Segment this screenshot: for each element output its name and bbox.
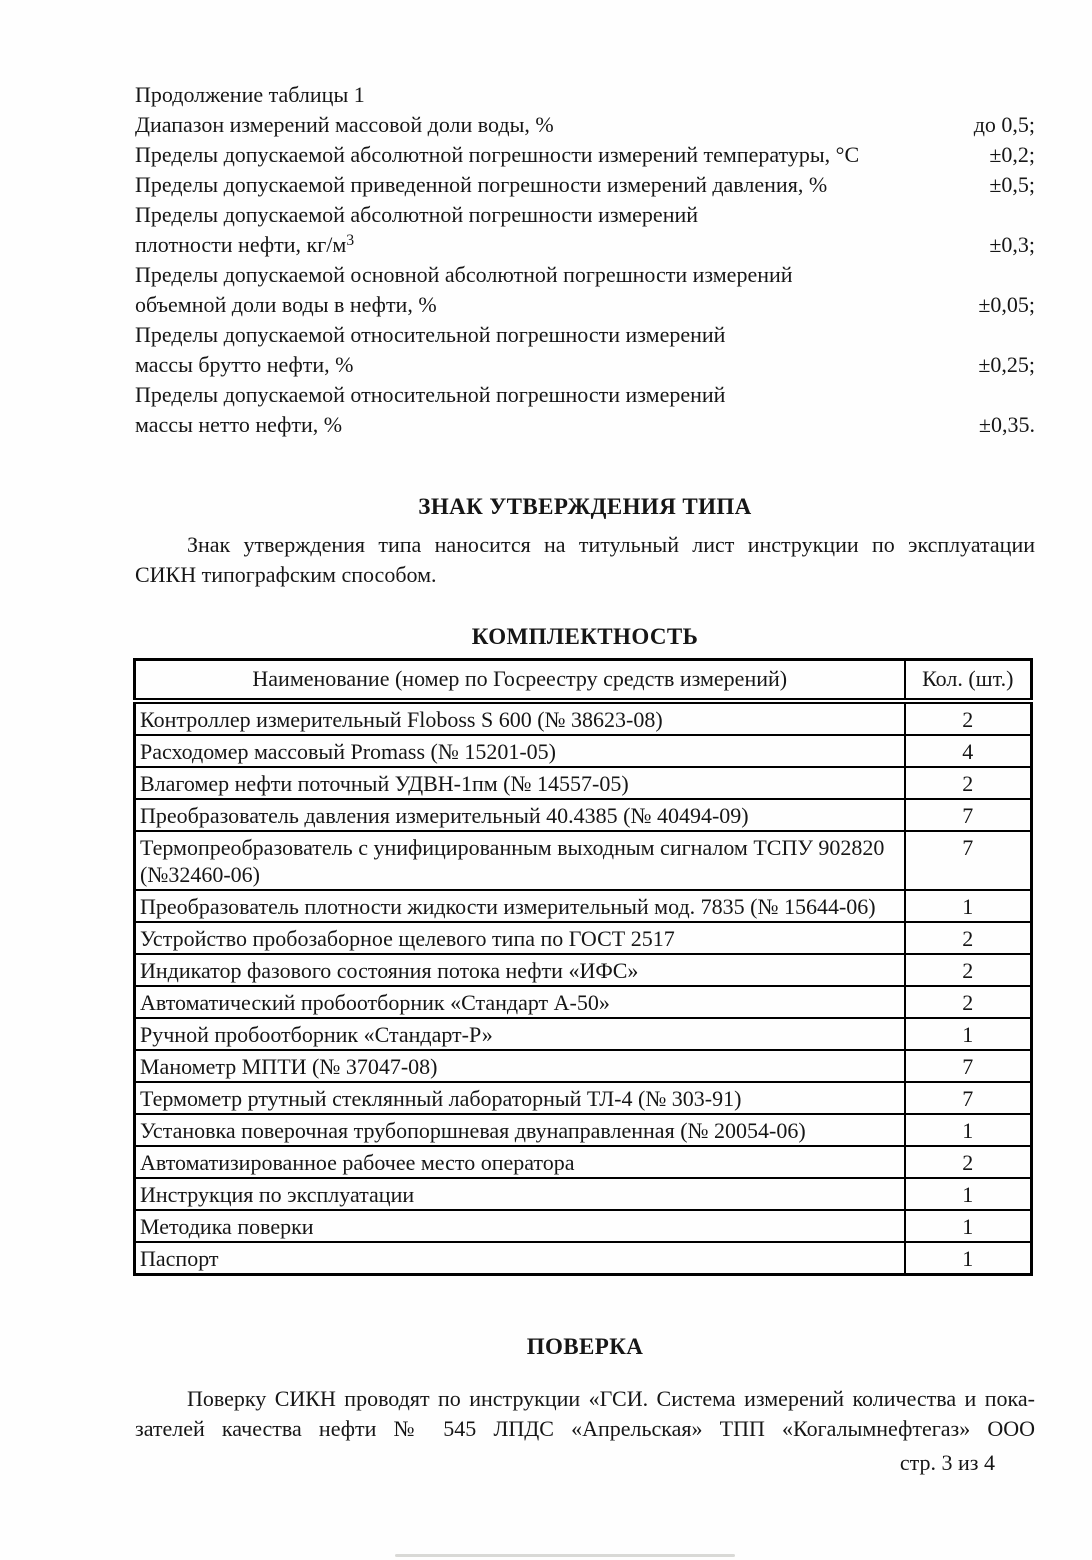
type-approval-paragraph-line1: Знак утверждения типа наносится на титульный лист инструкции по эксплуатации [187,532,1035,557]
equipment-name-cell: Ручной пробоотборник «Стандарт-Р» [135,1018,905,1050]
spec-value: ±0,3; [989,232,1035,257]
verification-paragraph-line1: Поверку СИКН проводят по инструкции «ГСИ. Система измерений количества и пока- [187,1386,1035,1411]
equipment-name-cell: Преобразователь плотности жидкости измерительный мод. 7835 (№ 15644-06) [135,890,905,922]
spec-row [135,170,1035,200]
spec-list [135,110,1035,440]
equipment-name-cell: Автоматический пробоотборник «Стандарт А-50» [135,986,905,1018]
equipment-name-cell: Влагомер нефти поточный УДВН-1пм (№ 14557-05) [135,767,905,799]
equipment-name-cell: Паспорт [135,1242,905,1275]
type-approval-paragraph-line2: СИКН типографским способом. [135,562,437,587]
equipment-row [135,1018,1032,1050]
document-content [135,80,1035,1444]
equipment-header-name: Наименование (номер по Госреестру средств измерений) [135,660,905,702]
spec-label [135,170,977,200]
equipment-row [135,767,1032,799]
equipment-row [135,954,1032,986]
equipment-qty-cell: 7 [905,1050,1032,1082]
spec-value: до 0,5; [973,112,1035,137]
scan-artifact [395,1554,735,1557]
equipment-qty-cell: 1 [905,1018,1032,1050]
equipment-row [135,890,1032,922]
equipment-row [135,735,1032,767]
spec-value: ±0,2; [989,142,1035,167]
equipment-qty-cell: 7 [905,1082,1032,1114]
equipment-row [135,831,1032,890]
spec-label-line: Пределы допускаемой абсолютной погрешности измерений температуры, °С [135,142,860,167]
equipment-name-cell: Индикатор фазового состояния потока нефти «ИФС» [135,954,905,986]
spec-label [135,320,966,380]
verification-section-title: ПОВЕРКА [526,1334,644,1359]
equipment-row [135,799,1032,831]
equipment-qty-cell: 1 [905,890,1032,922]
spec-label-line: Пределы допускаемой основной абсолютной погрешности измерений [135,262,793,287]
type-approval-section-title: ЗНАК УТВЕРЖДЕНИЯ ТИПА [418,494,752,519]
spec-value: ±0,5; [989,172,1035,197]
equipment-name-cell: Термопреобразователь с унифицированным выходным сигналом ТСПУ 902820 (№32460-06) [135,831,905,890]
spec-row [135,110,1035,140]
equipment-row [135,1242,1032,1275]
table1-continuation-caption: Продолжение таблицы 1 [135,82,365,107]
equipment-name-cell: Манометр МПТИ (№ 37047-08) [135,1050,905,1082]
equipment-qty-cell: 2 [905,954,1032,986]
equipment-name-cell: Автоматизированное рабочее место оператора [135,1146,905,1178]
spec-label-line: объемной доли воды в нефти, % [135,292,437,317]
equipment-qty-cell: 2 [905,701,1032,735]
spec-label-line: массы нетто нефти, % [135,412,343,437]
spec-row [135,140,1035,170]
spec-label-line: плотности нефти, $кг/м^3$ [135,232,355,257]
equipment-table-header-row [135,660,1032,702]
equipment-name-cell: Преобразователь давления измерительный 40.4385 (№ 40494-09) [135,799,905,831]
spec-label-line: Пределы допускаемой относительной погрешности измерений [135,382,726,407]
equipment-row [135,1146,1032,1178]
spec-label [135,200,977,260]
spec-label-line: Диапазон измерений массовой доли воды, % [135,112,554,137]
spec-value: ±0,35. [978,412,1035,437]
spec-label-line: массы брутто нефти, % [135,352,354,377]
equipment-row [135,1178,1032,1210]
spec-label-line: Пределы допускаемой относительной погрешности измерений [135,322,726,347]
equipment-qty-cell: 7 [905,799,1032,831]
equipment-header-qty: Кол. (шт.) [905,660,1032,702]
equipment-qty-cell: 1 [905,1210,1032,1242]
equipment-name-cell: Расходомер массовый Promass (№ 15201-05) [135,735,905,767]
spec-label [135,380,967,440]
spec-label [135,140,977,170]
equipment-name-cell: Контроллер измерительный Floboss S 600 (№ 38623-08) [135,701,905,735]
equipment-name-cell: Термометр ртутный стеклянный лабораторный ТЛ-4 (№ 303-91) [135,1082,905,1114]
equipment-name-cell: Устройство пробозаборное щелевого типа по ГОСТ 2517 [135,922,905,954]
spec-row [135,260,1035,320]
equipment-qty-cell: 1 [905,1242,1032,1275]
equipment-qty-cell: 2 [905,767,1032,799]
equipment-qty-cell: 1 [905,1114,1032,1146]
equipment-table-body [135,701,1032,1275]
equipment-qty-cell: 2 [905,986,1032,1018]
equipment-qty-cell: 7 [905,831,1032,890]
spec-label-line: Пределы допускаемой приведенной погрешности измерений давления, % [135,172,828,197]
spec-row [135,320,1035,380]
equipment-name-cell: Инструкция по эксплуатации [135,1178,905,1210]
spec-label [135,260,966,320]
spec-value: ±0,05; [978,292,1035,317]
equipment-name-cell: Установка поверочная трубопоршневая двунаправленная (№ 20054-06) [135,1114,905,1146]
spec-value: ±0,25; [978,352,1035,377]
equipment-table [133,658,1033,1276]
spec-row [135,380,1035,440]
equipment-row [135,1210,1032,1242]
equipment-row [135,922,1032,954]
superscript-3: 3 [346,232,355,249]
equipment-row [135,1050,1032,1082]
spec-label [135,110,962,140]
page-number: стр. 3 из 4 [899,1450,995,1475]
spec-row [135,200,1035,260]
completeness-section-title: КОМПЛЕКТНОСТЬ [471,624,699,649]
equipment-qty-cell: 2 [905,922,1032,954]
equipment-row [135,986,1032,1018]
equipment-qty-cell: 2 [905,1146,1032,1178]
equipment-qty-cell: 1 [905,1178,1032,1210]
spec-label-line: Пределы допускаемой абсолютной погрешности измерений [135,202,699,227]
verification-paragraph-line2: зателей качества нефти № 545 ЛПДС «Апрельская» ТПП «Когалымнефтегаз» ООО [135,1416,1035,1441]
equipment-row [135,701,1032,735]
equipment-name-cell: Методика поверки [135,1210,905,1242]
equipment-row [135,1114,1032,1146]
equipment-row [135,1082,1032,1114]
equipment-qty-cell: 4 [905,735,1032,767]
